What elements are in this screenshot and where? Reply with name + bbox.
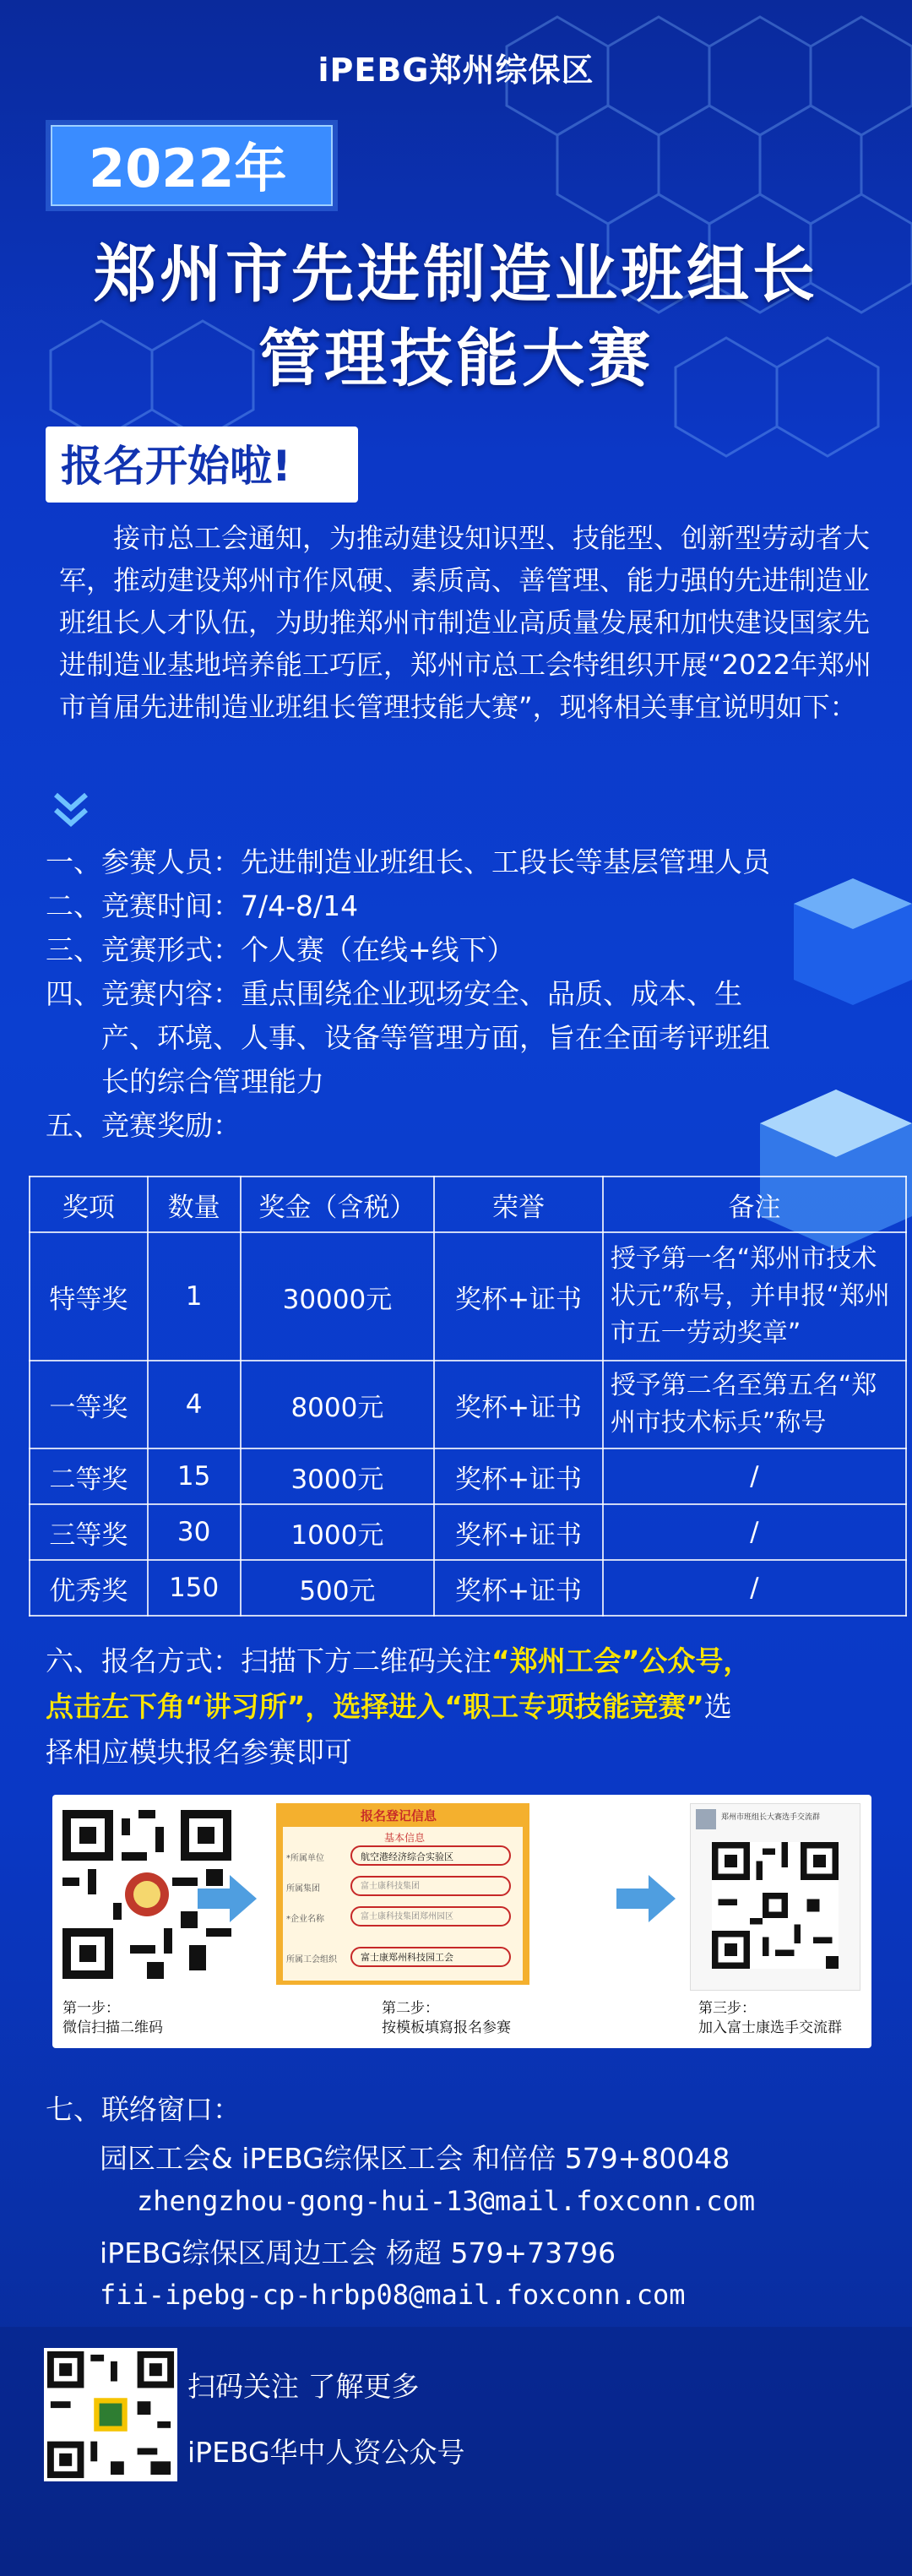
steps-panel xyxy=(52,1795,871,2048)
item-content: 四、竞赛内容：重点围绕企业现场安全、品质、成本、生 xyxy=(46,977,742,1010)
signup-method-text-cont: 选 xyxy=(703,1690,732,1723)
col-header: 奖金（含税） xyxy=(241,1177,435,1232)
step1-title: 第一步： xyxy=(62,2000,120,2017)
form-field: 航空港经济综合实验区 xyxy=(350,1845,511,1866)
table-cell: 30000元 xyxy=(241,1232,435,1361)
table-cell: / xyxy=(603,1504,906,1560)
group-qr-code-icon[interactable] xyxy=(712,1842,839,1969)
step2-label xyxy=(382,1999,511,2038)
table-cell: 一等奖 xyxy=(30,1361,148,1448)
step1-label xyxy=(62,1999,163,2038)
table-cell: 30 xyxy=(148,1504,241,1560)
intro-paragraph: 接市总工会通知，为推动建设知识型、技能型、创新型劳动者大军，推动建设郑州市作风硬、素质高、善管理、能力强的先进制造业班组长人才队伍，为助推郑州市制造业高质量发展和加快建设国家先进制造业基地培养能工巧匠，郑州市总工会特组织开展“2022年郑州市首届先进制造业班组长管理技能大赛”，现将相关事宜说明如下： xyxy=(59,522,872,723)
signup-method-text: 六、报名方式：扫描下方二维码关注 xyxy=(46,1644,491,1677)
signup-banner: 报名开始啦! xyxy=(61,442,291,491)
form-section: 基本信息 xyxy=(384,1832,426,1844)
contact-line-2: iPEBG综保区周边工会 杨超 579+73796 xyxy=(100,2236,616,2269)
contact-heading: 七、联络窗口： xyxy=(46,2093,241,2126)
form-label: 所属工会组织 xyxy=(286,1955,337,1965)
chevron-down-icon xyxy=(52,790,90,830)
form-body xyxy=(283,1827,523,1981)
item-time: 二、竞赛时间：7/4-8/14 xyxy=(46,889,359,922)
form-label: *企业名称 xyxy=(286,1915,324,1924)
table-cell: 二等奖 xyxy=(30,1448,148,1504)
group-title: 郑州市班组长大赛选手交流群 xyxy=(721,1813,821,1822)
arrow-right-icon xyxy=(616,1875,676,1922)
table-cell: 授予第一名“郑州市技术状元”称号，并申报“郑州市五一劳动奖章” xyxy=(603,1232,906,1361)
item-participants: 一、参赛人员：先进制造业班组长、工段长等基层管理人员 xyxy=(46,845,770,878)
table-row xyxy=(30,1504,906,1560)
table-cell: 500元 xyxy=(241,1560,435,1616)
table-cell: 奖杯+证书 xyxy=(434,1504,603,1560)
highlight-account: “郑州工会”公众号， xyxy=(491,1644,752,1677)
signup-method-text-end: 择相应模块报名参赛即可 xyxy=(46,1736,352,1769)
table-cell: 优秀奖 xyxy=(30,1560,148,1616)
table-header-row xyxy=(30,1177,906,1232)
table-cell: / xyxy=(603,1560,906,1616)
step3-label xyxy=(698,1999,842,2038)
step3-desc: 加入富士康选手交流群 xyxy=(698,2019,842,2036)
contact-email-1[interactable]: zhengzhou-gong-hui-13@mail.foxconn.com xyxy=(137,2185,756,2217)
table-row xyxy=(30,1448,906,1504)
signup-form-preview xyxy=(276,1803,529,1985)
col-header: 数量 xyxy=(148,1177,241,1232)
contact-line-1: 园区工会& iPEBG综保区工会 和倍倍 579+80048 xyxy=(100,2142,730,2175)
header-org: iPEBG郑州综保区 xyxy=(318,52,594,89)
table-cell: 15 xyxy=(148,1448,241,1504)
table-cell: 150 xyxy=(148,1560,241,1616)
table-cell: / xyxy=(603,1448,906,1504)
form-title: 报名登记信息 xyxy=(361,1808,437,1823)
page-title xyxy=(0,232,912,401)
title-line-1: 郑州市先进制造业班组长 xyxy=(94,238,818,311)
form-field: 富士康郑州科技园工会 xyxy=(350,1947,511,1967)
table-cell: 1000元 xyxy=(241,1504,435,1560)
table-cell: 特等奖 xyxy=(30,1232,148,1361)
step3-title: 第三步： xyxy=(698,2000,756,2017)
table-cell: 三等奖 xyxy=(30,1504,148,1560)
table-row xyxy=(30,1361,906,1448)
item-rewards: 五、竞赛奖励： xyxy=(46,1109,241,1142)
form-label: 所属集团 xyxy=(286,1884,320,1894)
form-field: 富士康科技集团郑州园区 xyxy=(350,1906,511,1927)
highlight-steps: 点击左下角“讲习所”，选择进入“职工专项技能竞赛” xyxy=(46,1690,704,1723)
awards-table xyxy=(29,1176,907,1617)
col-header: 荣誉 xyxy=(434,1177,603,1232)
item-content-cont2: 长的综合管理能力 xyxy=(101,1065,324,1098)
footer-qr-code-icon[interactable] xyxy=(44,2348,177,2481)
signup-method xyxy=(46,1639,882,1775)
table-cell: 授予第二名至第五名“郑州市技术标兵”称号 xyxy=(603,1361,906,1448)
table-row xyxy=(30,1232,906,1361)
footer-scan-text: 扫码关注 了解更多 xyxy=(187,2370,420,2403)
table-cell: 奖杯+证书 xyxy=(434,1232,603,1361)
item-format: 三、竞赛形式：个人赛（在线+线下） xyxy=(46,933,515,966)
table-cell: 奖杯+证书 xyxy=(434,1560,603,1616)
step2-title: 第二步： xyxy=(382,2000,439,2017)
table-cell: 8000元 xyxy=(241,1361,435,1448)
contact-email-2[interactable]: fii-ipebg-cp-hrbp08@mail.foxconn.com xyxy=(100,2279,686,2311)
arrow-right-icon xyxy=(198,1875,257,1922)
step1-desc: 微信扫描二维码 xyxy=(62,2019,163,2036)
table-cell: 4 xyxy=(148,1361,241,1448)
step2-desc: 按模板填寫报名参赛 xyxy=(382,2019,511,2036)
competition-items xyxy=(46,840,882,1148)
group-avatar xyxy=(696,1809,716,1829)
title-line-2: 管理技能大赛 xyxy=(258,323,654,395)
table-cell: 3000元 xyxy=(241,1448,435,1504)
table-cell: 奖杯+证书 xyxy=(434,1361,603,1448)
year-label: 2022年 xyxy=(89,138,287,199)
group-card xyxy=(690,1803,860,1991)
form-field: 富士康科技集团 xyxy=(350,1876,511,1896)
item-content-cont: 产、环境、人事、设备等管理方面，旨在全面考评班组 xyxy=(101,1021,770,1054)
table-cell: 奖杯+证书 xyxy=(434,1448,603,1504)
table-cell: 1 xyxy=(148,1232,241,1361)
table-row xyxy=(30,1560,906,1616)
col-header: 奖项 xyxy=(30,1177,148,1232)
form-label: *所属单位 xyxy=(286,1854,324,1863)
col-header: 备注 xyxy=(603,1177,906,1232)
footer-account-name: iPEBG华中人资公众号 xyxy=(187,2436,465,2469)
